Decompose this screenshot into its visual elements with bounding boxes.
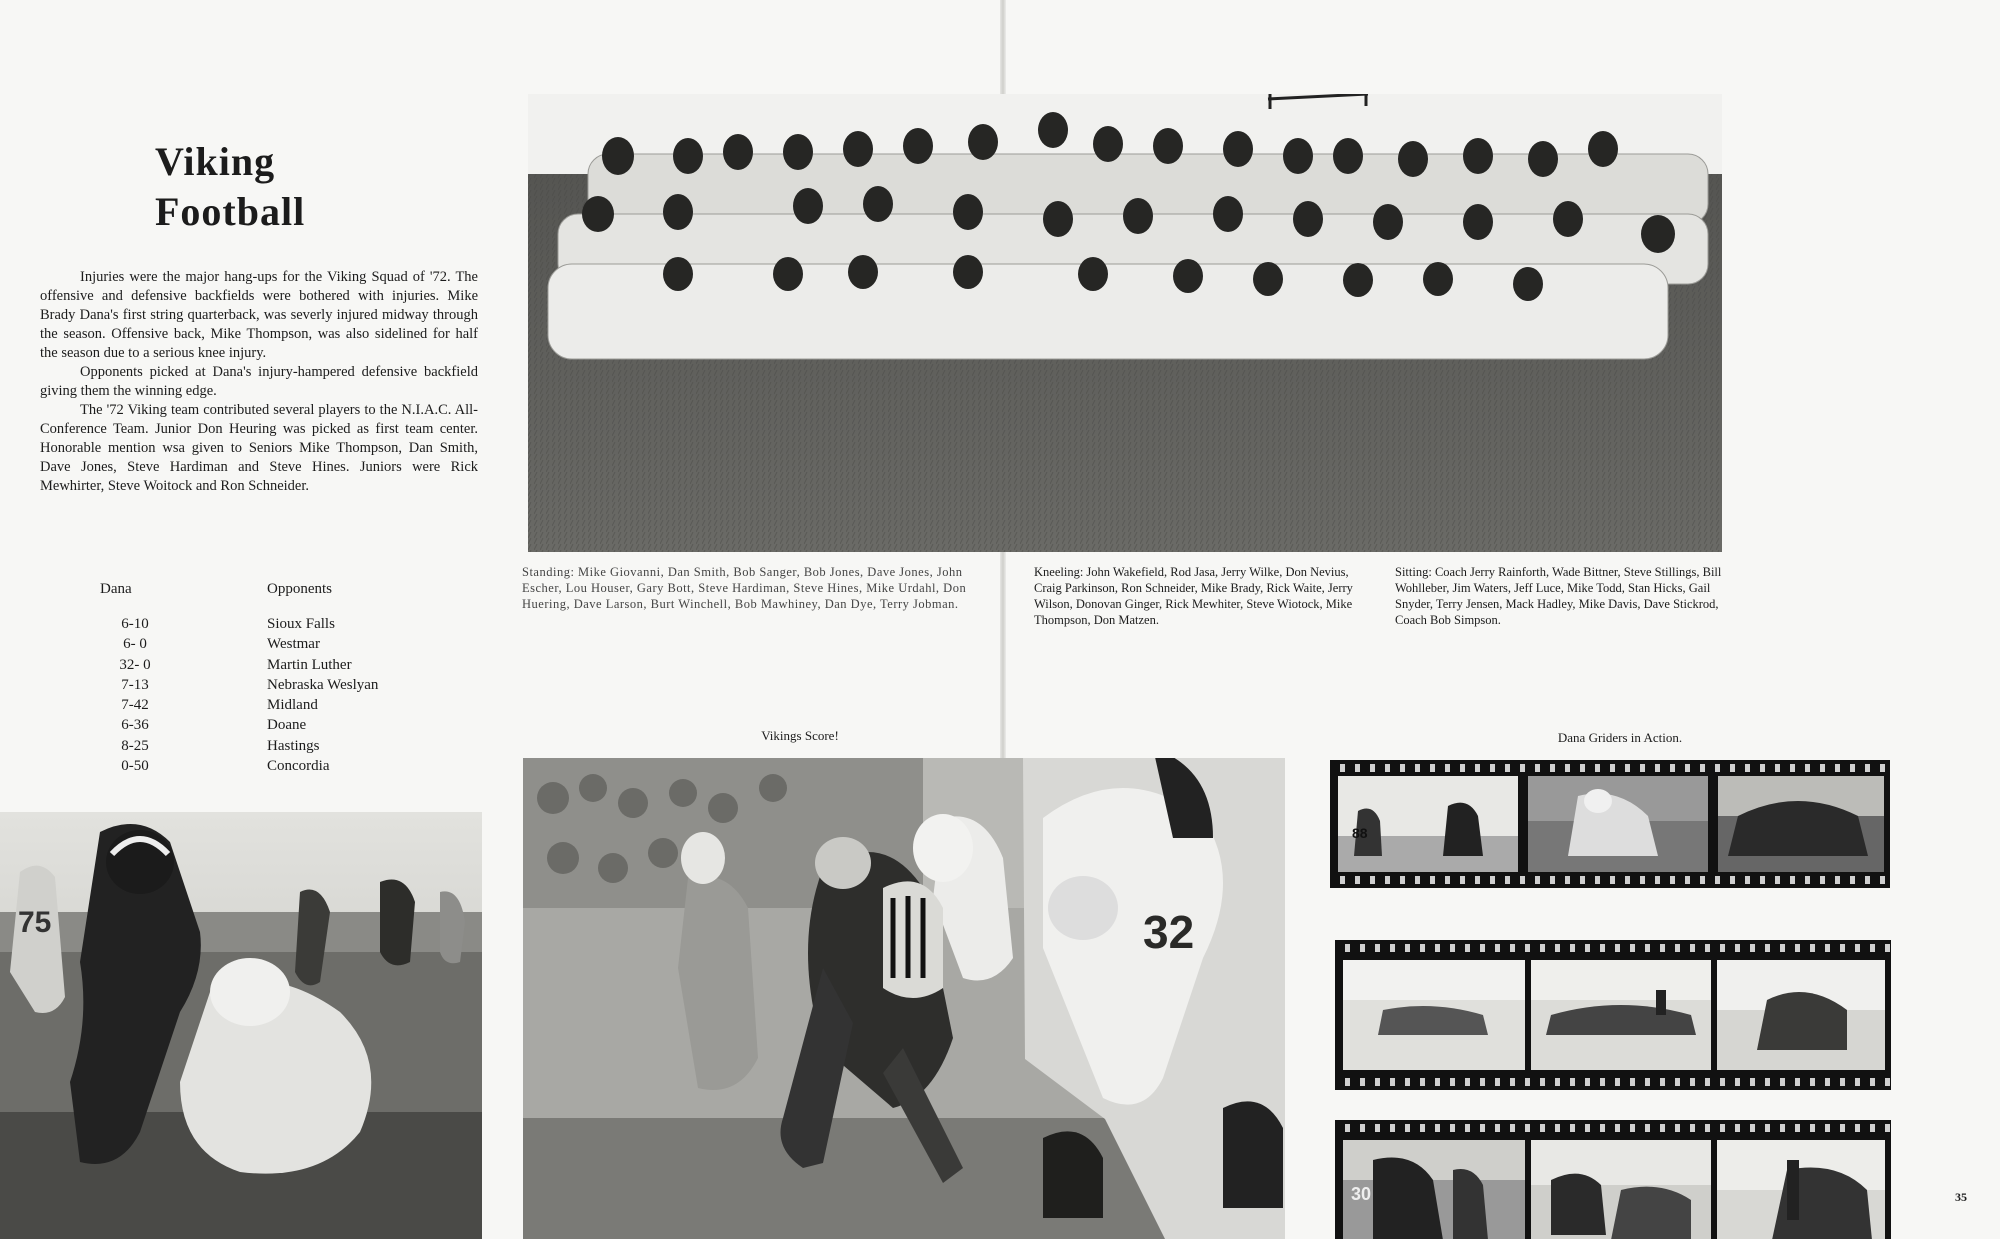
vikings-score-photo: [523, 758, 1285, 1239]
page-number: 35: [1955, 1190, 1967, 1204]
opponent-name: Nebraska Weslyan: [267, 676, 379, 693]
opponents-column: [267, 578, 507, 776]
game-score: 6- 0: [123, 636, 147, 653]
film-frame: [1717, 1140, 1885, 1239]
film-frame: [1338, 776, 1518, 872]
opponent-name: Martin Luther: [267, 656, 352, 673]
page-title: [155, 137, 305, 237]
intro-paragraph: The '72 Viking team contributed several players to the N.I.A.C. All-Conference Team. Junior Don Heuring was picked as first team center. Honorable mention wsa given to Seniors Mike Thompson, Dan Smith, Dave Jones, Steve Hardiman and Steve Hines. Juniors were Rick Mewhirter, Steve Woitock and Ron Schneider.: [40, 402, 478, 494]
caption-standing: Standing: Mike Giovanni, Dan Smith, Bob Sanger, Bob Jones, Dave Jones, John Escher, Lou Houser, Gary Bott, Steve Hardiman, Steve Hines, Mike Urdahl, Don Huering, Dave Larson, Burt Winchell, Bob Mawhiney, Dan Dye, Terry Jobman.: [522, 565, 967, 611]
jersey-number-75: 75: [18, 906, 52, 939]
film-frame: [1717, 960, 1885, 1070]
film-strip-2: [1335, 940, 1891, 1090]
title-line-1: Viking: [155, 139, 276, 184]
film-strip-3: [1335, 1120, 1891, 1239]
opponent-name: Doane: [267, 717, 307, 734]
game-score: 7-13: [121, 676, 149, 693]
opponent-name: Westmar: [267, 636, 320, 653]
title-line-2: Football: [155, 189, 306, 234]
film-frame: [1718, 776, 1884, 872]
film-strip-1: [1330, 760, 1890, 888]
jersey-number-32: 32: [1143, 906, 1195, 958]
dana-header: Dana: [100, 581, 132, 597]
dana-griders-title: Dana Griders in Action.: [1557, 730, 1683, 745]
opponent-name: Concordia: [267, 758, 330, 775]
intro-text: [40, 268, 478, 496]
team-group-photo: [528, 94, 1722, 552]
opponent-name: Sioux Falls: [267, 616, 335, 632]
opponent-name: Hastings: [267, 737, 320, 754]
game-score: 8-25: [121, 737, 149, 754]
opponents-header: Opponents: [267, 581, 332, 597]
intro-paragraph: Injuries were the major hang-ups for the Viking Squad of '72. The offensive and defensive backfields were bothered with injuries. Mike Brady Dana's first string quarterback, was severly injured midway through the season. Offensive back, Mike Thompson, was also sidelined for half the season due to a serious knee injury.: [40, 269, 478, 361]
game-score: 7-42: [121, 697, 149, 714]
film-frame: [1531, 960, 1711, 1070]
opponent-name: Midland: [267, 697, 318, 714]
game-score: 6-10: [121, 616, 149, 632]
film-frame: [1531, 1140, 1711, 1239]
caption-kneeling: Kneeling: John Wakefield, Rod Jasa, Jerry Wilke, Don Nevius, Craig Parkinson, Ron Schneider, Mike Brady, Rick Waite, Jerry Wilson, Donovan Ginger, Rick Mewhiter, Steve Wiotock, Mike Thompson, Don Matzen.: [1034, 565, 1353, 627]
game-score: 0-50: [121, 758, 149, 775]
frame-number-30: 30: [1351, 1184, 1372, 1204]
game-score: 6-36: [121, 717, 149, 734]
intro-paragraph: Opponents picked at Dana's injury-hampered defensive backfield giving them the winning edge.: [40, 364, 478, 399]
frame-number-88: 88: [1352, 825, 1368, 841]
caption-sitting: Sitting: Coach Jerry Rainforth, Wade Bittner, Steve Stillings, Bill Wohlleber, Jim Waters, Jeff Luce, Mike Todd, Stan Hicks, Gail Snyder, Terry Jensen, Mack Hadley, Mike Davis, Dave Stickrod, Coach Bob Simpson.: [1395, 565, 1722, 627]
film-frame: [1343, 1140, 1525, 1239]
tackle-action-photo: [0, 812, 482, 1239]
dana-score-column: [100, 578, 170, 776]
film-frame: [1528, 776, 1708, 872]
vikings-score-title: Vikings Score!: [761, 728, 839, 743]
game-score: 32- 0: [119, 656, 151, 673]
film-frame: [1343, 960, 1525, 1070]
